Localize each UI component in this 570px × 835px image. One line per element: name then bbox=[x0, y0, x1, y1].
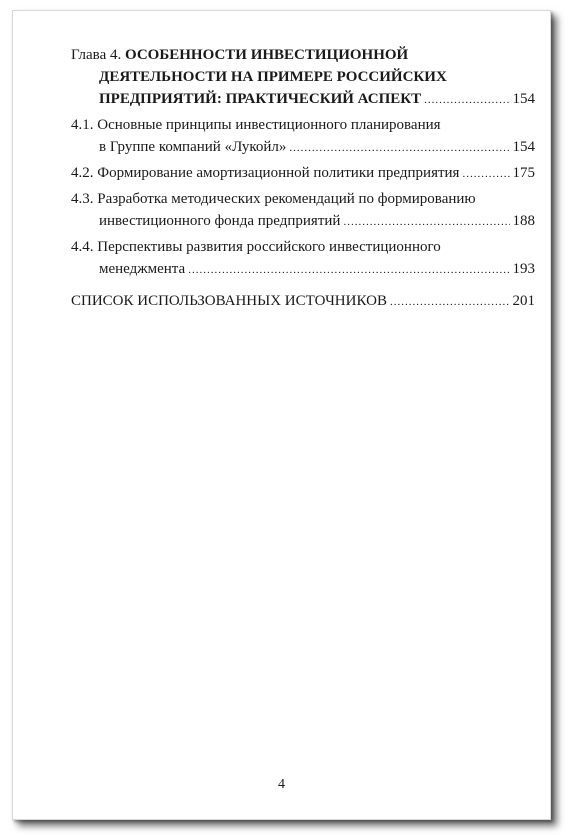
toc-section-4-3[interactable] bbox=[71, 188, 535, 233]
toc-section-4-1-line2 bbox=[71, 136, 535, 159]
toc-section-4-3-title-part1: 4.3. Разработка методических рекомендаций по формированию bbox=[71, 191, 476, 207]
toc-section-4-4-page: 193 bbox=[512, 261, 535, 277]
toc-sources[interactable] bbox=[71, 290, 535, 313]
toc-section-4-1-title-part2: в Группе компаний «Лукойл» bbox=[99, 139, 287, 155]
page-number: 4 bbox=[278, 777, 285, 792]
toc-section-4-3-line1 bbox=[71, 188, 535, 210]
dot-leader bbox=[343, 211, 509, 233]
toc-section-4-4-title-part1: 4.4. Перспективы развития российского инвестиционного bbox=[71, 239, 441, 255]
toc-section-4-4-title-part2: менеджмента bbox=[99, 261, 186, 277]
dot-leader bbox=[424, 89, 509, 111]
toc-sources-page: 201 bbox=[512, 293, 535, 309]
toc-section-4-3-title-part2: инвестиционного фонда предприятий bbox=[99, 213, 341, 229]
toc-section-4-1-title-part1: 4.1. Основные принципы инвестиционного планирования bbox=[71, 117, 441, 133]
toc-section-4-1[interactable] bbox=[71, 114, 535, 159]
toc-chapter-4-line2 bbox=[71, 66, 535, 88]
toc-chapter-4[interactable] bbox=[71, 44, 535, 111]
dot-leader bbox=[390, 291, 510, 313]
toc-section-4-3-line2 bbox=[71, 210, 535, 233]
toc-chapter-4-prefix: Глава 4. bbox=[71, 47, 122, 63]
toc-section-4-3-page: 188 bbox=[512, 213, 535, 229]
toc-section-4-4-line1 bbox=[71, 236, 535, 258]
toc-chapter-4-title-part3: ПРЕДПРИЯТИЙ: ПРАКТИЧЕСКИЙ АСПЕКТ bbox=[99, 91, 422, 107]
toc-chapter-4-title-line1 bbox=[71, 44, 408, 66]
toc-chapter-4-page: 154 bbox=[512, 91, 535, 107]
toc-chapter-4-title-part1: ОСОБЕННОСТИ ИНВЕСТИЦИОННОЙ bbox=[124, 47, 409, 63]
toc-section-4-2-title: 4.2. Формирование амортизационной политики предприятия bbox=[71, 165, 460, 181]
document-page bbox=[12, 10, 551, 820]
toc-section-4-2-page: 175 bbox=[512, 165, 535, 181]
toc-section-4-2-line1 bbox=[71, 162, 535, 185]
toc-section-4-4[interactable] bbox=[71, 236, 535, 281]
dot-leader bbox=[289, 137, 509, 159]
toc-sources-line bbox=[71, 290, 535, 313]
dot-leader bbox=[188, 259, 509, 281]
toc-section-4-1-page: 154 bbox=[512, 139, 535, 155]
table-of-contents bbox=[71, 44, 535, 313]
toc-section-4-2[interactable] bbox=[71, 162, 535, 185]
toc-section-4-4-line2 bbox=[71, 258, 535, 281]
toc-chapter-4-line3 bbox=[71, 88, 535, 111]
dot-leader bbox=[462, 163, 509, 185]
toc-chapter-4-line1 bbox=[71, 44, 535, 66]
toc-chapter-4-title-part2: ДЕЯТЕЛЬНОСТИ НА ПРИМЕРЕ РОССИЙСКИХ bbox=[99, 69, 447, 85]
toc-sources-title: СПИСОК ИСПОЛЬЗОВАННЫХ ИСТОЧНИКОВ bbox=[71, 293, 387, 309]
toc-section-4-1-line1 bbox=[71, 114, 535, 136]
